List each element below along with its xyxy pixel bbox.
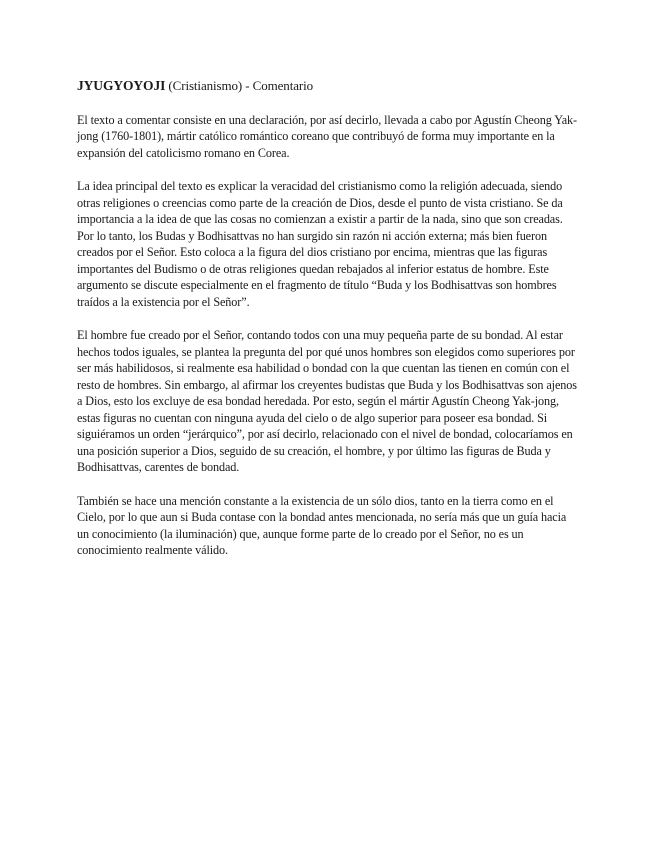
paragraph-creation: El hombre fue creado por el Señor, contando todos con una muy pequeña parte de su bondad. Al estar hechos todos iguales, se plantea la pregunta del por qué unos hombres son elegidos como superiores por ser más habilidosos, si realmente esa habilidad o bondad con la que cuentan las tienen en común con el resto de hombres. Sin embargo, al afirmar los creyentes budistas que Buda y los Bodhisattvas son ajenos a Dios, esto los excluye de esa bondad heredada. Por esto, según el mártir Agustín Cheong Yak-jong, estas figuras no cuentan con ninguna ayuda del cielo o de algo superior para poseer esa bondad. Si siguiéramos un orden “jerárquico”, por así decirlo, relacionado con el nivel de bondad, colocaríamos en una posición superior a Dios, seguido de su creación, el hombre, y por último las figuras de Buda y Bodhisattvas, carentes de bondad. (77, 328, 577, 474)
title-subtitle: (Cristianismo) - Comentario (165, 78, 314, 93)
paragraph-intro: El texto a comentar consiste en una declaración, por así decirlo, llevada a cabo por Agustín Cheong Yak-jong (1760-1801), mártir católico romántico coreano que contribuyó de forma muy importante en la expansión del catolicismo romano en Corea. (77, 112, 577, 160)
paragraph-main-idea: La idea principal del texto es explicar la veracidad del cristianismo como la religión adecuada, siendo otras religiones o creencias como parte de la creación de Dios, desde el punto de vista cristiano. Se da importancia a la idea de que las cosas no comienzan a existir a partir de la nada, sino que son creadas. Por lo tanto, los Budas y Bodhisattvas no han surgido sin razón ni acción externa; más bien fueron creados por el Señor. Esto coloca a la figura del dios cristiano por encima, mientras que las figuras importantes del Budismo o de otras religiones quedan rebajados al inferior estatus de hombre. Este argumento se discute especialmente en el fragmento de título “Buda y los Bodhisattvas son hombres traídos a la existencia por el Señor”. (77, 179, 563, 309)
title-main: JYUGYOYOJI (77, 78, 166, 93)
document-body (77, 78, 577, 576)
document-title (77, 78, 577, 95)
paragraph-single-god: También se hace una mención constante a la existencia de un sólo dios, tanto en la tierra como en el Cielo, por lo que aun si Buda contase con la bondad antes mencionada, no sería más que un guía hacia un conocimiento (la iluminación) que, aunque forme parte de lo creado por el Señor, no es un conocimiento realmente válido. (77, 493, 567, 557)
